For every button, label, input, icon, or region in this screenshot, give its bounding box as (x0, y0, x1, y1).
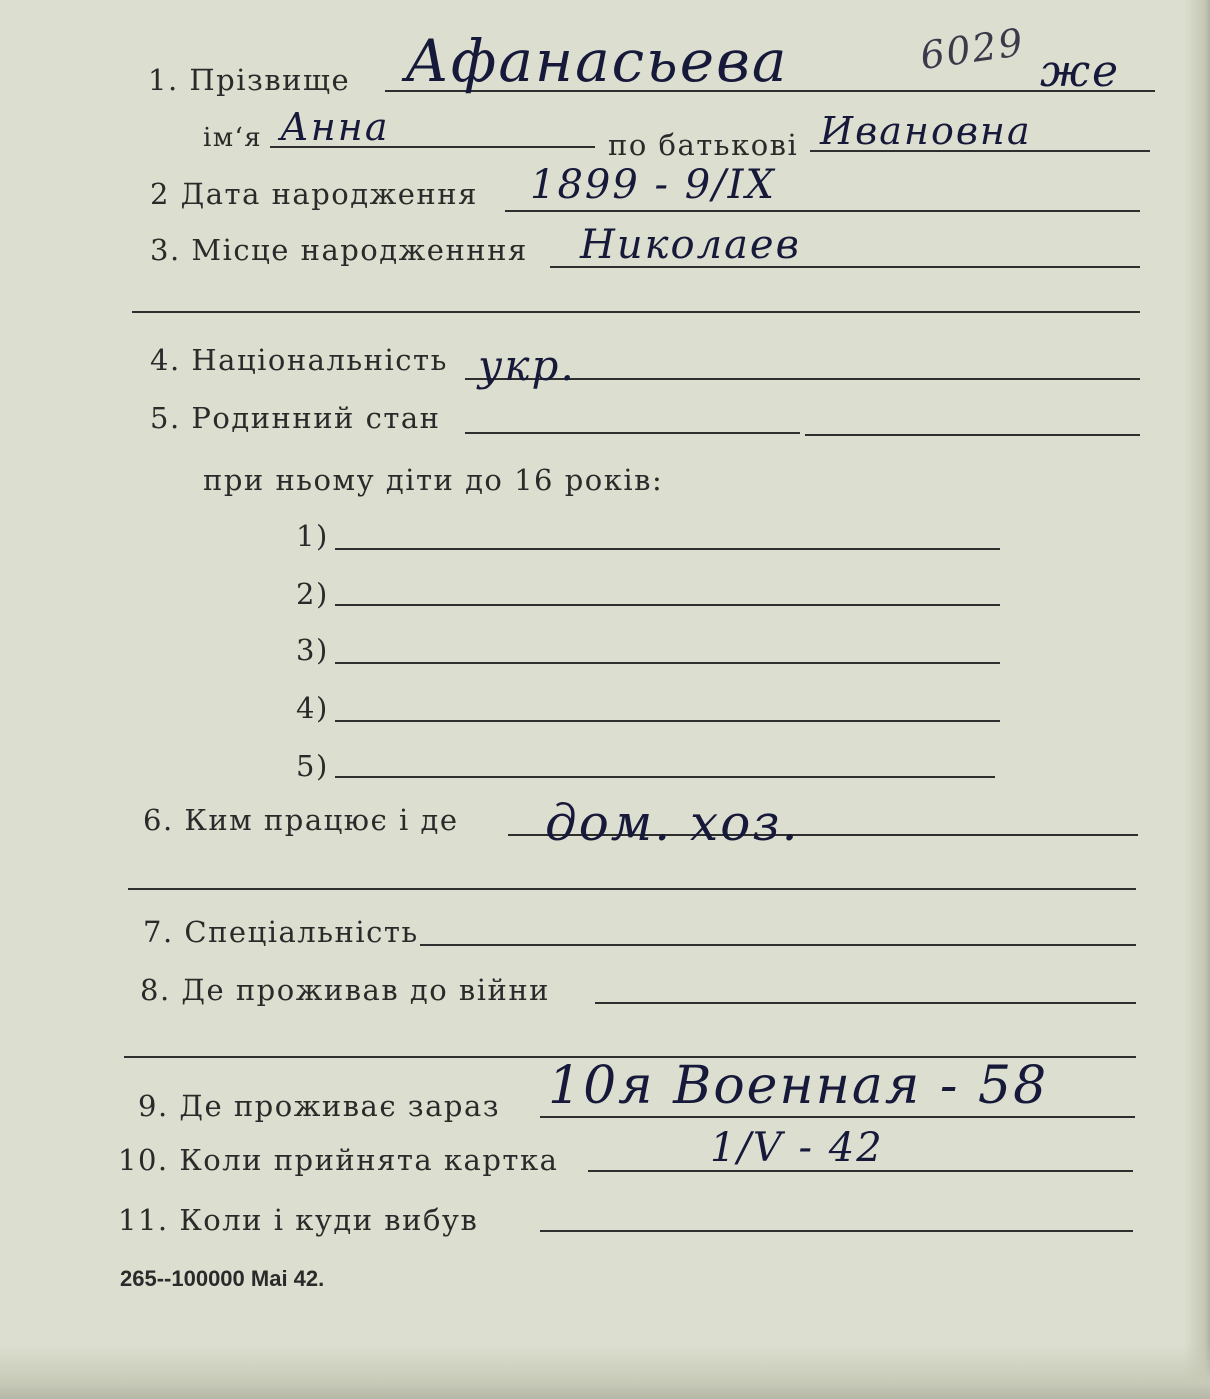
card-accepted-label: 10. Коли прийнята картка (118, 1143, 559, 1177)
nationality-label: 4. Національність (150, 343, 448, 377)
current-residence-line (540, 1116, 1135, 1118)
specialty-line (420, 944, 1136, 946)
prewar-residence-line (595, 1002, 1136, 1004)
current-residence-value: 10я Военная - 58 (548, 1056, 1049, 1116)
paper-edge-bottom (0, 1344, 1210, 1399)
birth-place-label: 3. Місце народженння (150, 233, 528, 267)
child-5-line (335, 776, 995, 778)
occupation-value: дом. хоз. (545, 794, 800, 852)
child-2-label: 2) (296, 577, 329, 611)
marital-status-label: 5. Родинний стан (150, 401, 441, 435)
child-1-line (335, 548, 1000, 550)
birth-place-value: Николаев (580, 222, 801, 268)
child-3-line (335, 662, 1000, 664)
nationality-value: укр. (478, 341, 576, 390)
departure-line (540, 1230, 1133, 1232)
birth-date-label: 2 Дата народження (150, 177, 478, 211)
specialty-label: 7. Спеціальність (143, 915, 419, 949)
surname-value: Афанасьева (405, 27, 789, 95)
patronymic-value: Ивановна (820, 109, 1032, 153)
child-2-line (335, 604, 1000, 606)
child-3-label: 3) (296, 633, 329, 667)
child-4-line (335, 720, 1000, 722)
children-label: при ньому діти до 16 років: (203, 463, 664, 497)
current-residence-label: 9. Де проживає зараз (138, 1089, 501, 1123)
registration-number: 6029 (917, 19, 1028, 79)
surname-label: 1. Прізвище (148, 63, 351, 97)
marital-status-line-a (465, 432, 800, 434)
birth-date-line (505, 210, 1140, 212)
patronymic-label: по батькові (608, 128, 799, 162)
occupation-label: 6. Ким працює і де (143, 803, 459, 837)
birth-place-line-2 (132, 311, 1140, 313)
departure-label: 11. Коли і куди вибув (118, 1203, 479, 1237)
paper-edge-right (1184, 0, 1210, 1399)
occupation-line-2 (128, 888, 1136, 890)
first-name-value: Анна (280, 105, 390, 149)
child-4-label: 4) (296, 691, 329, 725)
marital-status-line-b (805, 434, 1140, 436)
child-1-label: 1) (296, 519, 329, 553)
child-5-label: 5) (296, 749, 329, 783)
card-accepted-value: 1/V - 42 (710, 1125, 884, 1171)
prewar-residence-label: 8. Де проживав до війни (140, 973, 550, 1007)
print-code: 265--100000 Mai 42. (120, 1266, 325, 1291)
first-name-label: ім‘я (203, 123, 263, 153)
birth-date-value: 1899 - 9/IX (530, 162, 776, 208)
surname-suffix-value: же (1040, 46, 1121, 97)
